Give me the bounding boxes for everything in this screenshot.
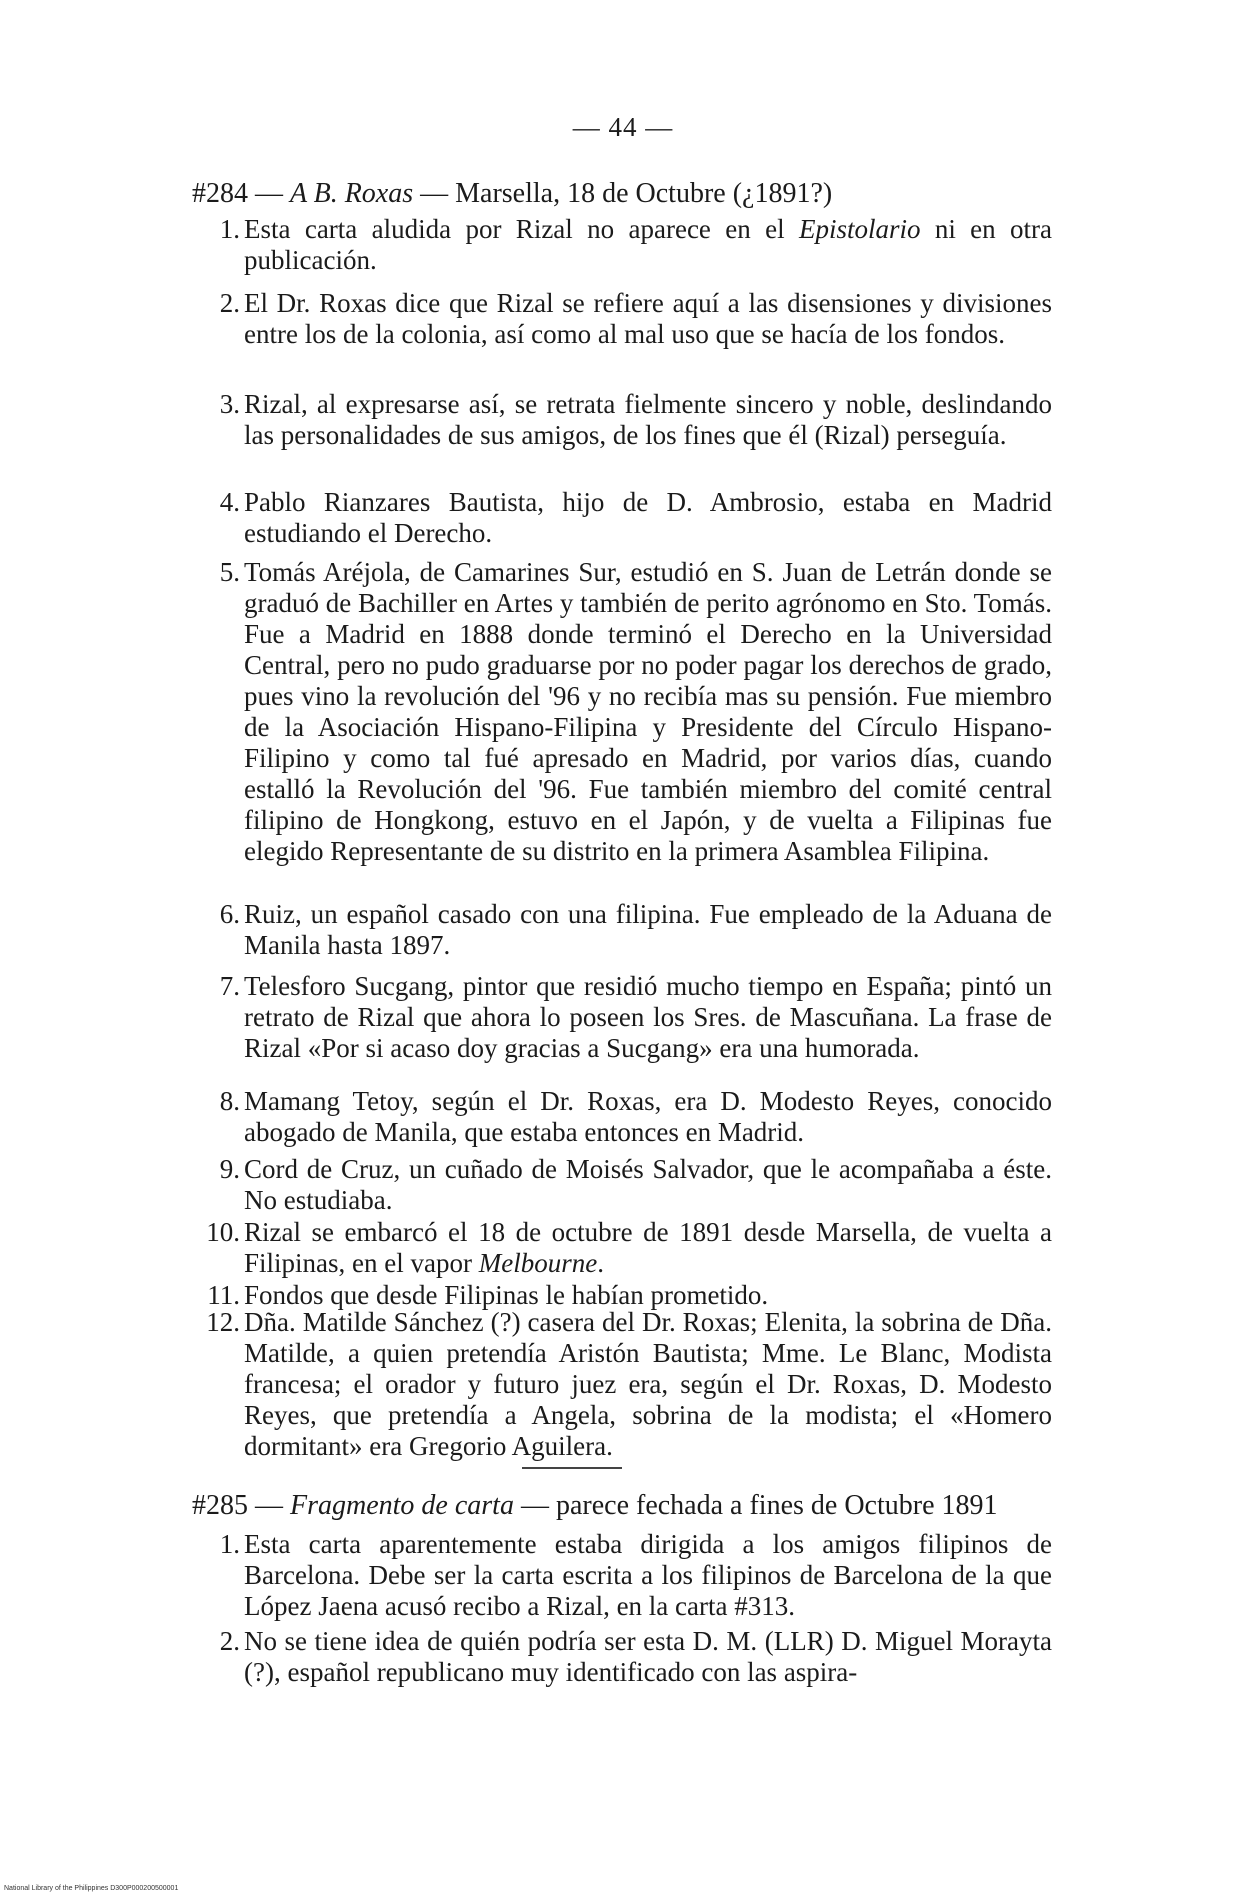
heading-dash: — [248,1490,290,1521]
note-number: 6. [219,899,240,929]
note-number: 5. [219,557,240,587]
note-text: Rizal se embarcó el 18 de octubre de 1891 desde Marsella, de vuelta a Filipinas, en el vapor Melbourne. [244,1217,1052,1278]
section-heading-285 [192,1488,1052,1524]
note-number: 10. [206,1217,240,1247]
page-number: — 44 — [572,112,674,142]
note-284-5 [182,557,1052,867]
section-heading-284 [192,176,1052,212]
note-number: 2. [219,1626,240,1656]
note-text: Mamang Tetoy, según el Dr. Roxas, era D. Modesto Reyes, conocido abogado de Manila, que estaba entonces en Madrid. [244,1086,1052,1147]
note-284-7 [182,971,1052,1064]
heading-place-date: — Marsella, 18 de Octubre (¿1891?) [413,178,833,209]
note-284-12 [182,1307,1052,1462]
note-number: 12. [206,1307,240,1337]
note-text: Esta carta aludida por Rizal no aparece en el Epistolario ni en otra publicación. [244,214,1052,275]
note-text: Cord de Cruz, un cuñado de Moisés Salvador, que le acompañaba a éste. No estudiaba. [244,1154,1052,1215]
note-number: 7. [219,971,240,1001]
note-284-6 [182,899,1052,961]
note-285-2 [182,1626,1052,1688]
note-284-3 [182,389,1052,451]
note-284-10 [182,1217,1052,1279]
note-text: Pablo Rianzares Bautista, hijo de D. Ambrosio, estaba en Madrid estudiando el Derecho. [244,487,1052,548]
heading-number: #285 [192,1490,248,1521]
note-number: 4. [219,487,240,517]
note-text: No se tiene idea de quién podría ser esta D. M. (LLR) D. Miguel Morayta (?), español republicano muy identificado con las aspira- [244,1626,1052,1687]
note-number: 11. [207,1280,240,1310]
note-284-1 [182,214,1052,276]
note-text: Tomás Aréjola, de Camarines Sur, estudió en S. Juan de Letrán donde se graduó de Bachiller en Artes y también de perito agrónomo en Sto. Tomás. Fue a Madrid en 1888 donde terminó el Derecho en la Universidad Central, pero no pudo graduarse por no poder pagar los derechos de grado, pues vino la revolución del '96 y no recibía mas su pensión. Fue miembro de la Asociación Hispano-Filipina y Presidente del Círculo Hispano-Filipino y como tal fué apresado en Madrid, por varios días, cuando estalló la Revolución del '96. Fue también miembro del comité central filipino de Hongkong, estuvo en el Japón, y de vuelta a Filipinas fue elegido Representante de su distrito en la primera Asamblea Filipina. [244,557,1052,866]
note-284-8 [182,1086,1052,1148]
note-284-2 [182,288,1052,350]
note-text: Ruiz, un español casado con una filipina. Fue empleado de la Aduana de Manila hasta 1897. [244,899,1052,960]
note-284-9 [182,1154,1052,1216]
note-285-1 [182,1529,1052,1622]
heading-number: #284 [192,178,248,209]
note-number: 1. [219,214,240,244]
note-number: 3. [219,389,240,419]
note-number: 1. [219,1529,240,1559]
note-text: El Dr. Roxas dice que Rizal se refiere aquí a las disensiones y divisiones entre los de la colonia, así como al mal uso que se hacía de los fondos. [244,288,1052,349]
scan-footer: National Library of the Philippines D300P000200500001 [4,1885,179,1892]
heading-dash: — [248,178,290,209]
note-number: 2. [219,288,240,318]
heading-date: — parece fechada a fines de Octubre 1891 [513,1490,998,1521]
note-text: Telesforo Sucgang, pintor que residió mucho tiempo en España; pintó un retrato de Rizal que ahora lo poseen los Sres. de Mascuñana. La frase de Rizal «Por si acaso doy gracias a Sucgang» era una humorada. [244,971,1052,1063]
heading-recipient: A B. Roxas [290,178,414,209]
note-text: Fondos que desde Filipinas le habían prometido. [244,1280,769,1310]
note-number: 9. [219,1154,240,1184]
note-text: Esta carta aparentemente estaba dirigida a los amigos filipinos de Barcelona. Debe ser la carta escrita a los filipinos de Barcelona de la que López Jaena acusó recibo a Rizal, en la carta #313. [244,1529,1052,1621]
note-number: 8. [219,1086,240,1116]
heading-title: Fragmento de carta [290,1490,514,1521]
note-text: Rizal, al expresarse así, se retrata fielmente sincero y noble, deslindando las personalidades de sus amigos, de los fines que él (Rizal) perseguía. [244,389,1052,450]
note-284-4 [182,487,1052,549]
note-text: Dña. Matilde Sánchez (?) casera del Dr. Roxas; Elenita, la sobrina de Dña. Matilde, a quien pretendía Aristón Bautista; Mme. Le Blanc, Modista francesa; el orador y futuro juez era, según el Dr. Roxas, D. Modesto Reyes, que pretendía a Angela, sobrina de la modista; el «Homero dormitant» era Gregorio Aguilera. [244,1307,1052,1461]
section-separator [522,1467,622,1469]
